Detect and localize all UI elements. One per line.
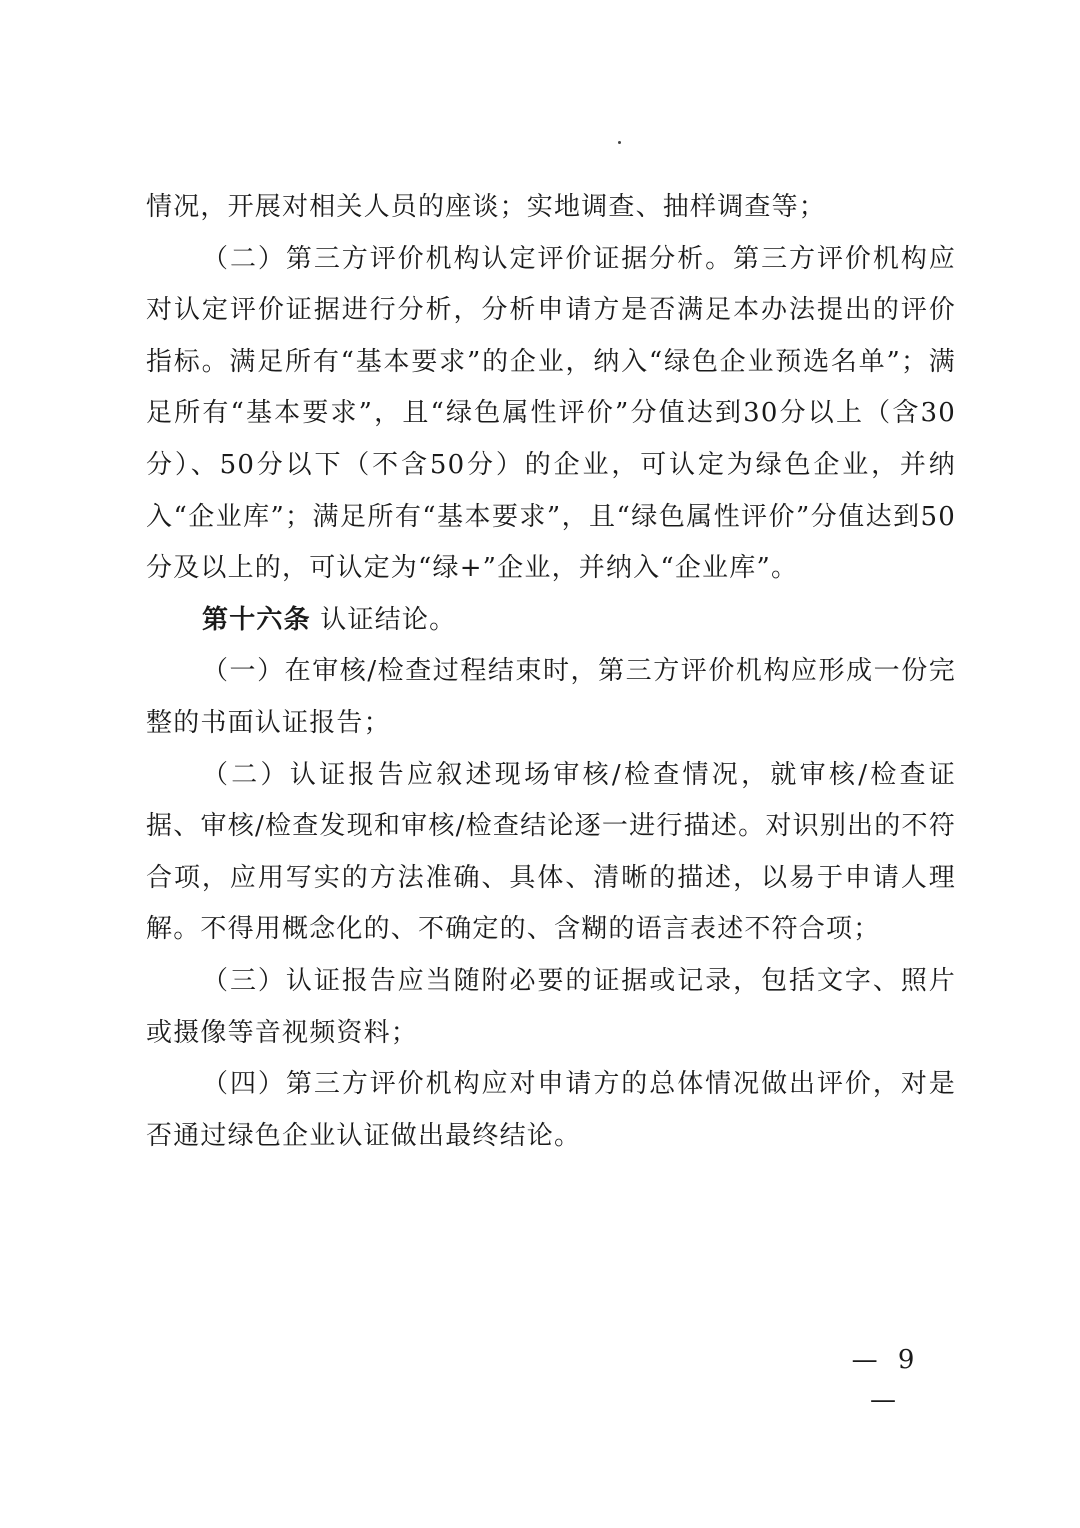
article-number: 第十六条 <box>202 604 311 635</box>
document-body <box>146 182 956 1162</box>
paragraph-item-1: （一）在审核/检查过程结束时，第三方评价机构应形成一份完整的书面认证报告； <box>146 656 956 738</box>
paragraph-item-3: （三）认证报告应当随附必要的证据或记录，包括文字、照片或摄像等音视频资料； <box>146 965 956 1048</box>
paragraph-item-4: （四）第三方评价机构应对申请方的总体情况做出评价，对是否通过绿色企业认证做出最终结论。 <box>146 1069 956 1151</box>
article-16-heading <box>146 595 956 647</box>
page-number: — 9 — <box>851 1345 921 1415</box>
paragraph-continuation: 情况，开展对相关人员的座谈；实地调查、抽样调查等； <box>146 192 827 222</box>
paragraph-evidence-analysis: （二）第三方评价机构认定评价证据分析。第三方评价机构应对认定评价证据进行分析，分析申请方是否满足本办法提出的评价指标。满足所有“基本要求”的企业，纳入“绿色企业预选名单”；满足所有“基本要求”，且“绿色属性评价”分值达到30分以上（含30分）、50分以下（不含50分）的企业，可认定为绿色企业，并纳入“企业库”；满足所有“基本要求”，且“绿色属性评价”分值达到50分及以上的，可认定为“绿+”企业，并纳入“企业库”。 <box>146 243 956 584</box>
scan-dot <box>618 141 621 144</box>
article-title: 认证结论。 <box>310 604 457 635</box>
paragraph-item-2: （二）认证报告应叙述现场审核/检查情况，就审核/检查证据、审核/检查发现和审核/检查结论逐一进行描述。对识别出的不符合项，应用写实的方法准确、具体、清晰的描述，以易于申请人理解。不得用概念化的、不确定的、含糊的语言表述不符合项； <box>146 759 956 945</box>
